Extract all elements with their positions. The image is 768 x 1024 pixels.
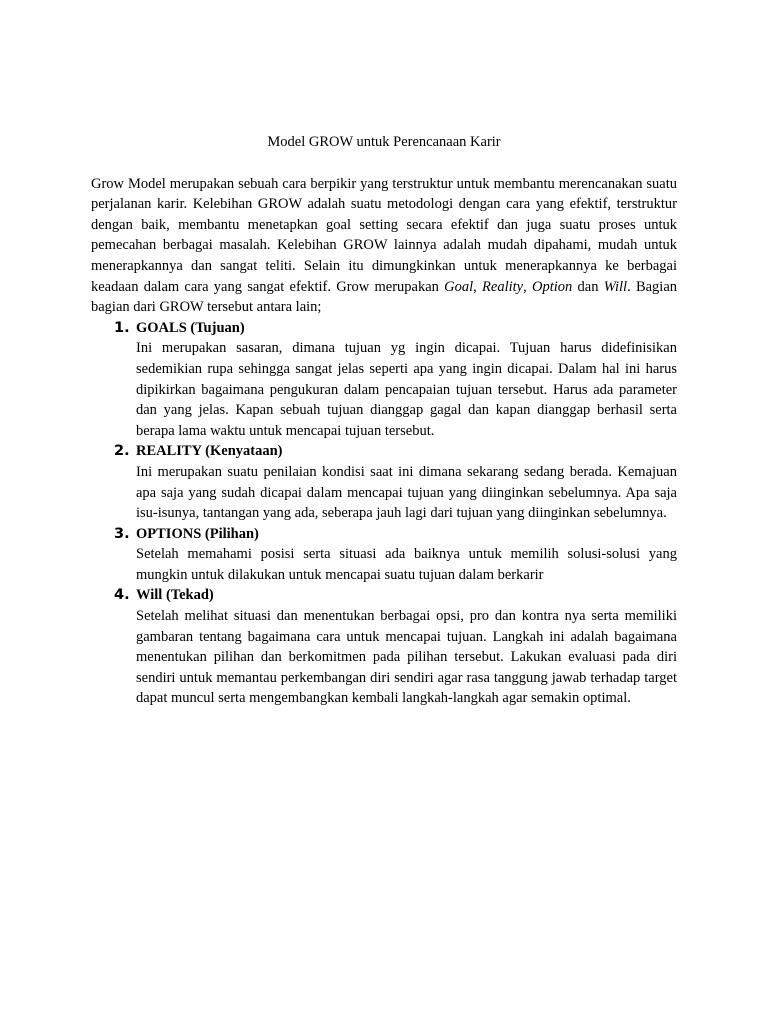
intro-goal: Goal xyxy=(444,278,474,295)
list-item-goals xyxy=(91,318,677,442)
list-number: 3. xyxy=(114,525,130,542)
intro-will: Will xyxy=(603,278,628,295)
list-item-will xyxy=(91,585,677,709)
item-body: Ini merupakan sasaran, dimana tujuan yg ingin dicapai. Tujuan harus didefinisikan sedemikian rupa sehingga sangat jelas seperti apa yang ingin dicapai. Dalam hal ini harus dipikirkan bagaimana pengukuran dalam pencapaian tujuan tersebut. Harus ada parameter dan yang jelas. Kapan sebuah tujuan dianggap gagal dan kapan dianggap berhasil serta berapa lama waktu untuk mencapai tujuan tersebut. xyxy=(136,340,677,439)
item-heading: GOALS (Tujuan) xyxy=(136,319,245,336)
list-item-options xyxy=(91,524,677,586)
item-heading: OPTIONS (Pilihan) xyxy=(136,525,259,542)
item-heading: Will (Tekad) xyxy=(136,587,214,604)
intro-reality: Reality xyxy=(482,278,524,295)
list-number: 1. xyxy=(114,319,130,336)
intro-tail: . Bagian bagian dari GROW tersebut antara lain; xyxy=(91,278,678,316)
intro-paragraph xyxy=(91,174,677,318)
intro-option: Option xyxy=(531,278,573,295)
intro-text: Grow Model merupakan sebuah cara berpikir yang terstruktur untuk membantu merencanakan suatu perjalanan karir. Kelebihan GROW adalah suatu metodologi dengan cara yang efektif, terstruktur dengan baik, membantu menetapkan goal setting secara efektif dan juga suatu proses untuk pemecahan berbagai masalah. Kelebihan GROW lainnya adalah mudah dipahami, mudah untuk menerapkannya dan sangat teliti. Selain itu dimungkinkan untuk menerapkannya ke berbagai keadaan dalam cara yang sangat efektif. Grow merupakan xyxy=(91,175,677,295)
list-item-reality xyxy=(91,441,677,523)
page-title: Model GROW untuk Perencanaan Karir xyxy=(267,134,501,150)
intro-and: dan xyxy=(572,278,604,295)
grow-list xyxy=(91,318,677,709)
intro-sep-1: , xyxy=(473,278,483,295)
list-number: 4. xyxy=(114,587,130,604)
list-number: 2. xyxy=(114,443,130,460)
item-body: Setelah memahami posisi serta situasi ada baiknya untuk memilih solusi-solusi yang mungkin untuk dilakukan untuk mencapai suatu tujuan dalam berkarir xyxy=(136,546,677,583)
item-body: Setelah melihat situasi dan menentukan berbagai opsi, pro dan kontra nya serta memiliki gambaran tentang bagaimana cara untuk mencapai tujuan. Langkah ini adalah bagaimana menentukan pilihan dan berkomitmen pada pilihan tersebut. Lakukan evaluasi pada diri sendiri untuk memantau perkembangan diri sendiri agar rasa tanggung jawab terhadap target dapat muncul serta mengembangkan kembali langkah-langkah agar semakin optimal. xyxy=(136,608,677,707)
intro-sep-2: , xyxy=(523,278,532,295)
item-heading: REALITY (Kenyataan) xyxy=(136,443,283,460)
item-body: Ini merupakan suatu penilaian kondisi saat ini dimana sekarang sedang berada. Kemajuan apa saja yang sudah dicapai dalam mencapai tujuan yang diinginkan sebelumnya. Apa saja isu-isunya, tantangan yang ada, seberapa jauh lagi dari tujuan yang diinginkan sebelumnya. xyxy=(136,463,677,522)
document-content xyxy=(91,132,677,709)
